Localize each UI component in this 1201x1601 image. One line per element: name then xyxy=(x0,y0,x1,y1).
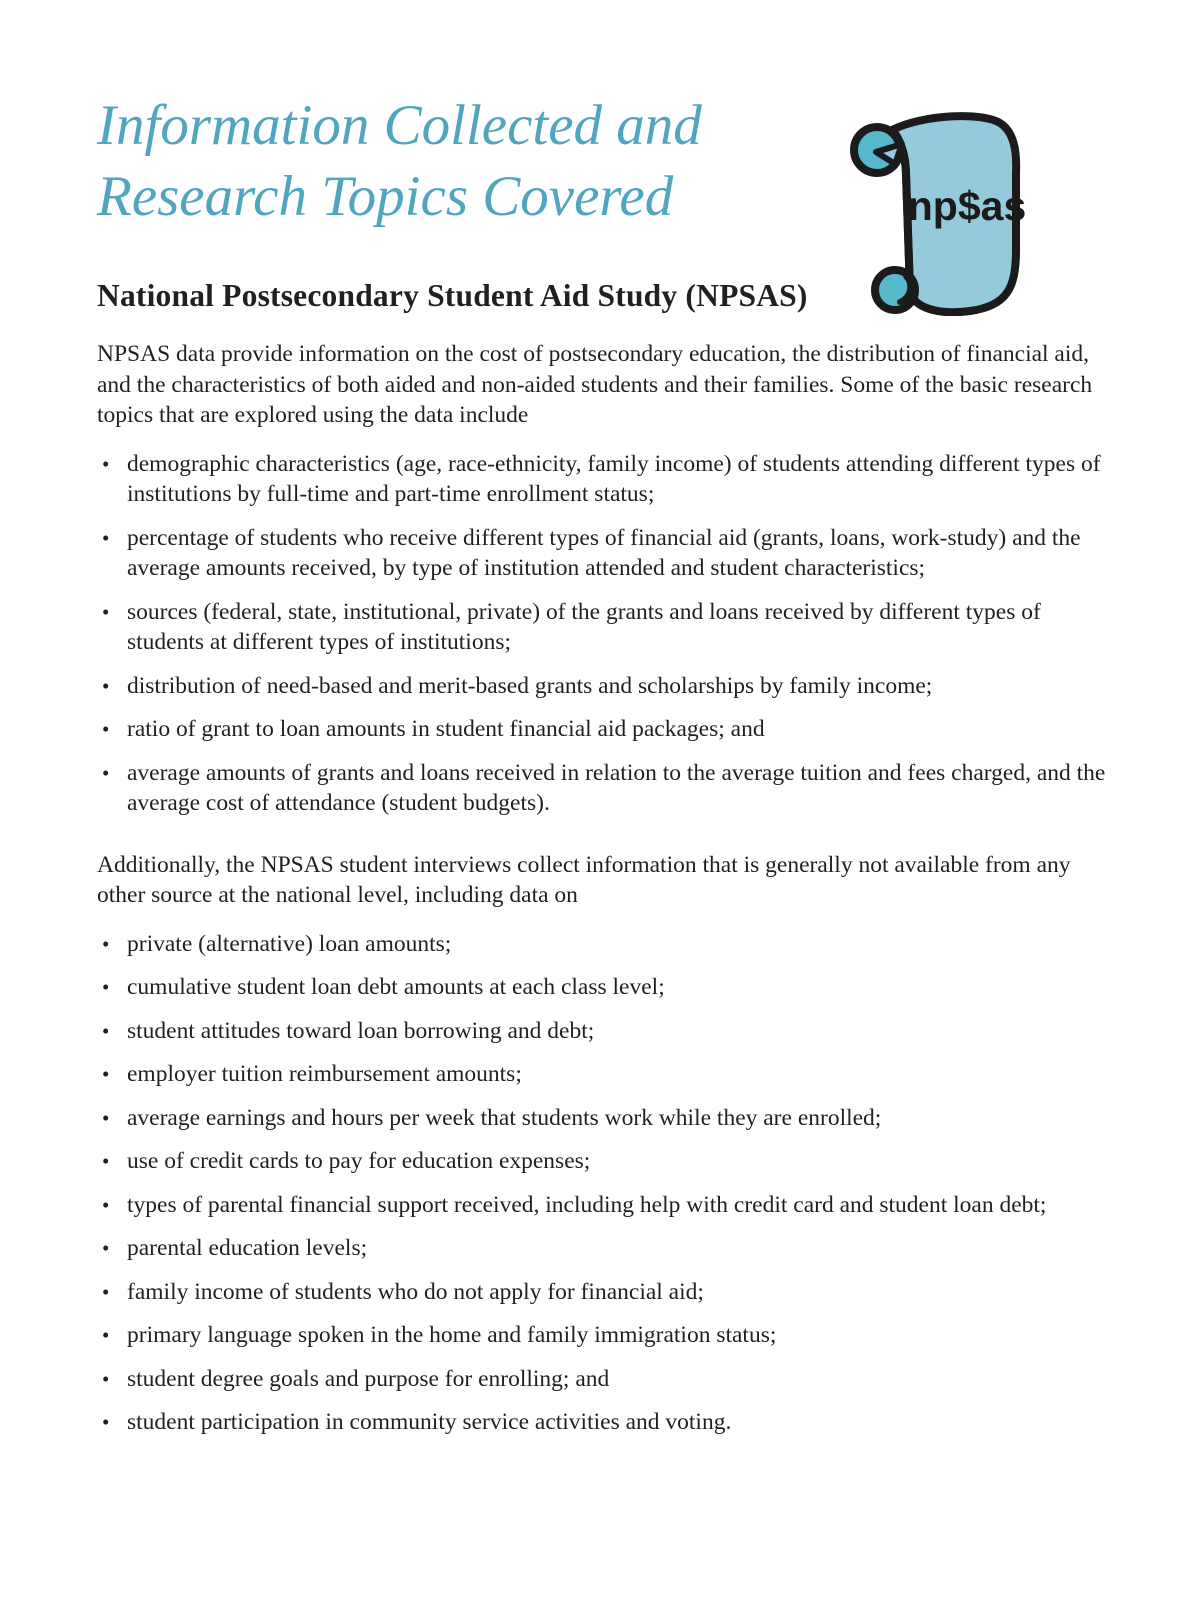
list-item xyxy=(97,972,1106,1003)
list-item xyxy=(97,1407,1106,1438)
list-item xyxy=(97,1016,1106,1047)
list-item-text: average amounts of grants and loans received in relation to the average tuition and fees charged, and the average cost of attendance (student budgets). xyxy=(127,759,1106,816)
scroll-icon xyxy=(842,104,1047,316)
interview-topics-list xyxy=(97,929,1106,1438)
research-topics-list xyxy=(97,449,1106,819)
list-item xyxy=(97,758,1106,819)
logo-text: np$as xyxy=(907,183,1027,229)
list-item-text: distribution of need-based and merit-based grants and scholarships by family income; xyxy=(127,672,933,699)
list-item xyxy=(97,1364,1106,1395)
list-item xyxy=(97,597,1106,658)
list-item-text: private (alternative) loan amounts; xyxy=(127,930,452,957)
list-item-text: parental education levels; xyxy=(127,1235,368,1261)
list-item xyxy=(97,1320,1106,1351)
list-item-text: use of credit cards to pay for education expenses; xyxy=(127,1148,591,1174)
list-item-text: student attitudes toward loan borrowing and debt; xyxy=(127,1017,595,1044)
list-item xyxy=(97,1277,1106,1308)
list-item xyxy=(97,1103,1106,1134)
list-item-text: percentage of students who receive different types of financial aid (grants, loans, work-study) and the average amounts received, by type of institution attended and student characteristics; xyxy=(127,524,1081,581)
list-item-text: cumulative student loan debt amounts at each class level; xyxy=(127,974,665,1000)
section-heading: National Postsecondary Student Aid Study (NPSAS) xyxy=(97,278,808,313)
list-item xyxy=(97,1059,1106,1090)
list-item-text: student participation in community service activities and voting. xyxy=(127,1409,732,1435)
list-item xyxy=(97,449,1106,510)
list-item xyxy=(97,671,1106,702)
additional-paragraph: Additionally, the NPSAS student interviews collect information that is generally not available from any other source at the national level, including data on xyxy=(97,851,1071,908)
list-item-text: ratio of grant to loan amounts in student financial aid packages; and xyxy=(127,716,765,742)
list-item-text: average earnings and hours per week that students work while they are enrolled; xyxy=(127,1104,882,1131)
page-title xyxy=(97,90,857,232)
list-item-text: demographic characteristics (age, race-ethnicity, family income) of students attending different types of institutions by full-time and part-time enrollment status; xyxy=(127,450,1101,507)
list-item-text: primary language spoken in the home and family immigration status; xyxy=(127,1322,777,1348)
list-item xyxy=(97,1190,1106,1221)
list-item-text: sources (federal, state, institutional, private) of the grants and loans received by different types of students at different types of institutions; xyxy=(127,598,1041,655)
npsas-scroll-logo xyxy=(842,104,1047,316)
list-item xyxy=(97,929,1106,960)
page-title-line-2: Research Topics Covered xyxy=(97,165,674,228)
page-title-line-1: Information Collected and xyxy=(97,94,702,157)
list-item xyxy=(97,523,1106,584)
list-item-text: employer tuition reimbursement amounts; xyxy=(127,1061,522,1087)
list-item-text: types of parental financial support received, including help with credit card and student loan debt; xyxy=(127,1191,1047,1218)
intro-paragraph: NPSAS data provide information on the cost of postsecondary education, the distribution of financial aid, and the characteristics of both aided and non-aided students and their families. Some of the basic research topics that are explored using the data include xyxy=(97,341,1093,428)
list-item xyxy=(97,1146,1106,1177)
list-item xyxy=(97,1233,1106,1264)
list-item xyxy=(97,714,1106,745)
list-item-text: family income of students who do not apply for financial aid; xyxy=(127,1278,704,1305)
list-item-text: student degree goals and purpose for enrolling; and xyxy=(127,1365,610,1392)
